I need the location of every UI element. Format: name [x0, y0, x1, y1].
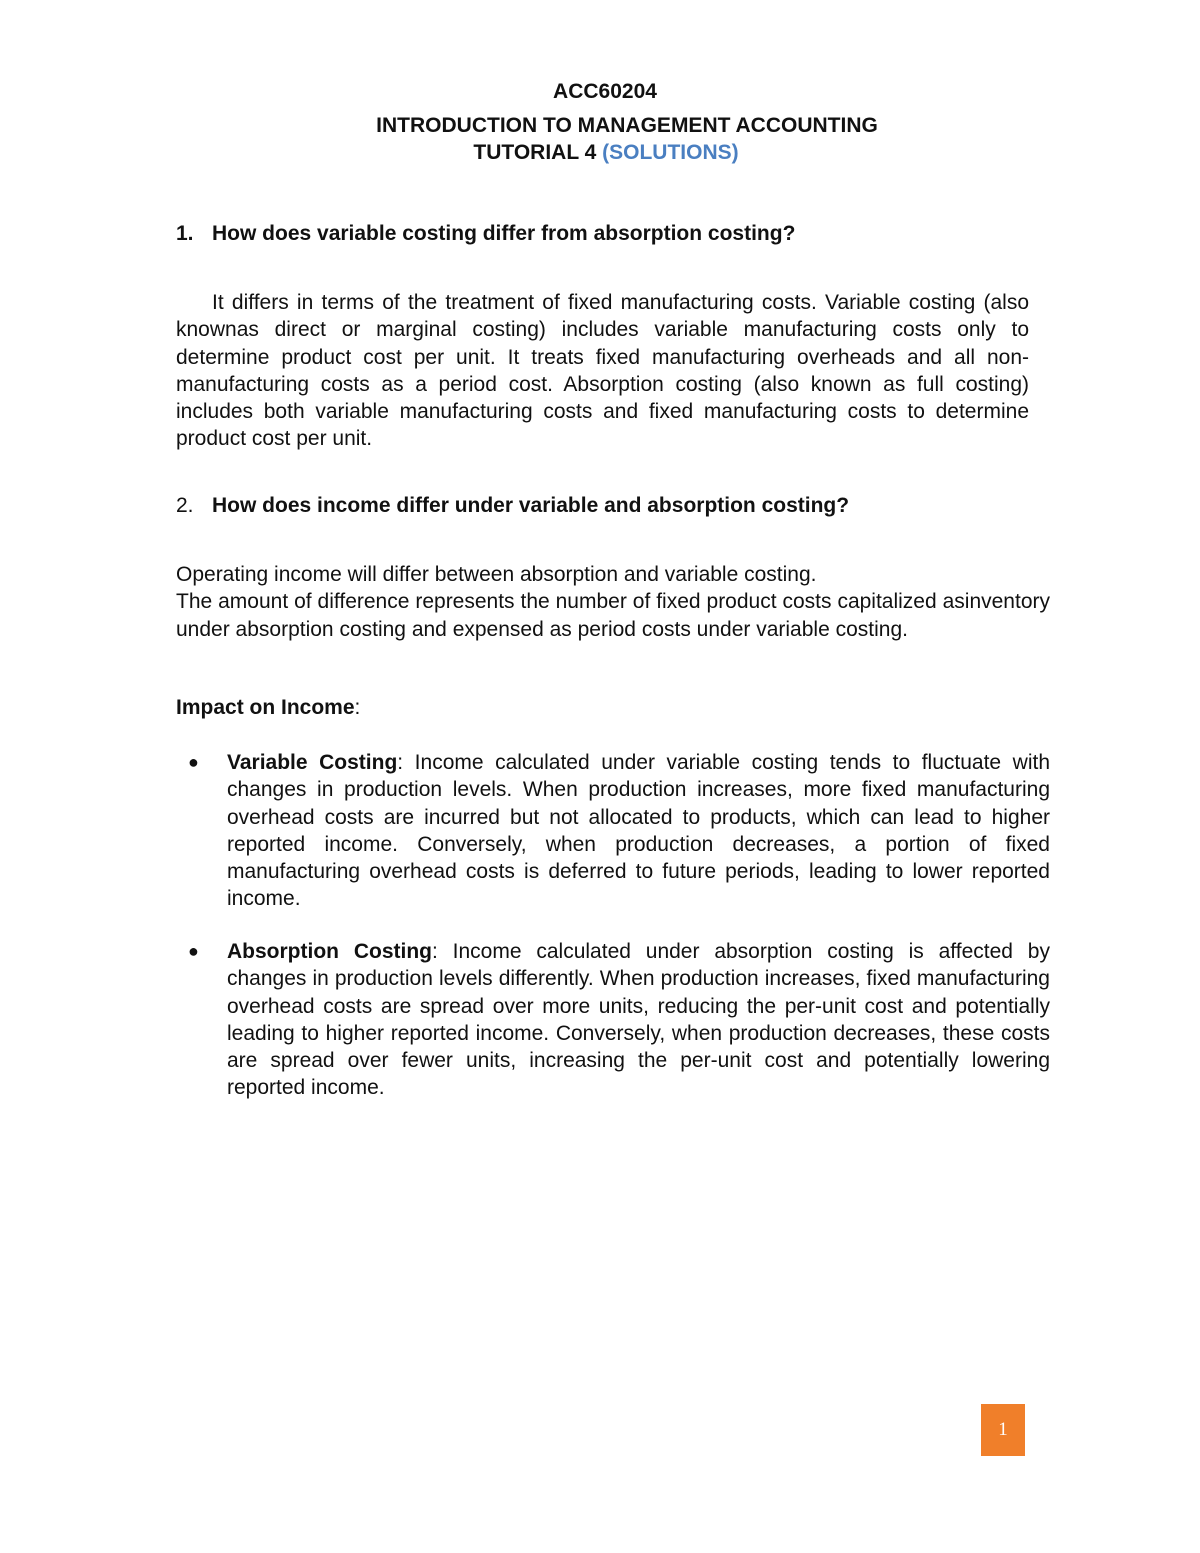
- page-number: 1: [998, 1419, 1008, 1440]
- list-item-description: : Income calculated under variable costing tends to fluctuate with changes in production levels. When production increases, more fixed manufacturing overhead costs are incurred but not allocated to products, which can lead to higher reported income. Conversely, when production decreases, a portion of fixed manufacturing overhead costs is deferred to future periods, leading to lower reported income.: [227, 751, 1050, 911]
- course-title: INTRODUCTION TO MANAGEMENT ACCOUNTING: [376, 114, 878, 137]
- list-item-term: Variable Costing: [227, 751, 398, 774]
- solutions-tag: (SOLUTIONS): [602, 141, 739, 164]
- list-item-text: [227, 749, 1050, 913]
- list-item: [176, 938, 1050, 1102]
- question-1-text: How does variable costing differ from absorption costing?: [212, 222, 796, 245]
- question-2-number: 2.: [176, 494, 194, 517]
- question-1-number: 1.: [176, 222, 194, 245]
- question-1-answer: [176, 289, 1029, 453]
- question-2-heading: [176, 494, 849, 518]
- impact-heading-label: Impact on Income: [176, 696, 355, 719]
- impact-heading-colon: :: [354, 696, 361, 719]
- question-2-answer: [176, 561, 1050, 643]
- tutorial-heading: [0, 141, 1200, 165]
- course-code: ACC60204: [553, 80, 657, 103]
- bullet-icon: ●: [188, 752, 199, 772]
- impact-heading: [176, 696, 360, 720]
- list-item-description: : Income calculated under absorption costing is affected by changes in production levels differently. When production increases, fixed manufacturing overhead costs are spread over more units, reducing the per-unit cost and potentially leading to higher reported income. Conversely, when production decreases, these costs are spread over fewer units, increasing the per-unit cost and potentially lowering reported income.: [227, 940, 1050, 1100]
- question-1-answer-text: It differs in terms of the treatment of fixed manufacturing costs. Variable costing (also knownas direct or marginal costing) includes variable manufacturing costs only to determine product cost per unit. It treats fixed manufacturing overheads and all non-manufacturing costs as a period cost. Absorption costing (also known as full costing) includes both variable manufacturing costs and fixed manufacturing costs to determine product cost per unit.: [176, 291, 1029, 451]
- list-item-text: [227, 938, 1050, 1102]
- tutorial-label: TUTORIAL 4: [473, 141, 597, 164]
- question-2-text: How does income differ under variable and absorption costing?: [212, 494, 850, 517]
- page-number-badge: [981, 1404, 1025, 1456]
- question-2-answer-line-2: The amount of difference represents the number of fixed product costs capitalized asinventory under absorption costing and expensed as period costs under variable costing.: [176, 590, 1050, 641]
- question-1-heading: [176, 222, 795, 246]
- list-item-term: Absorption Costing: [227, 940, 432, 963]
- list-item: [176, 749, 1050, 913]
- bullet-icon: ●: [188, 941, 199, 961]
- question-2-answer-line-1: Operating income will differ between absorption and variable costing.: [176, 563, 817, 586]
